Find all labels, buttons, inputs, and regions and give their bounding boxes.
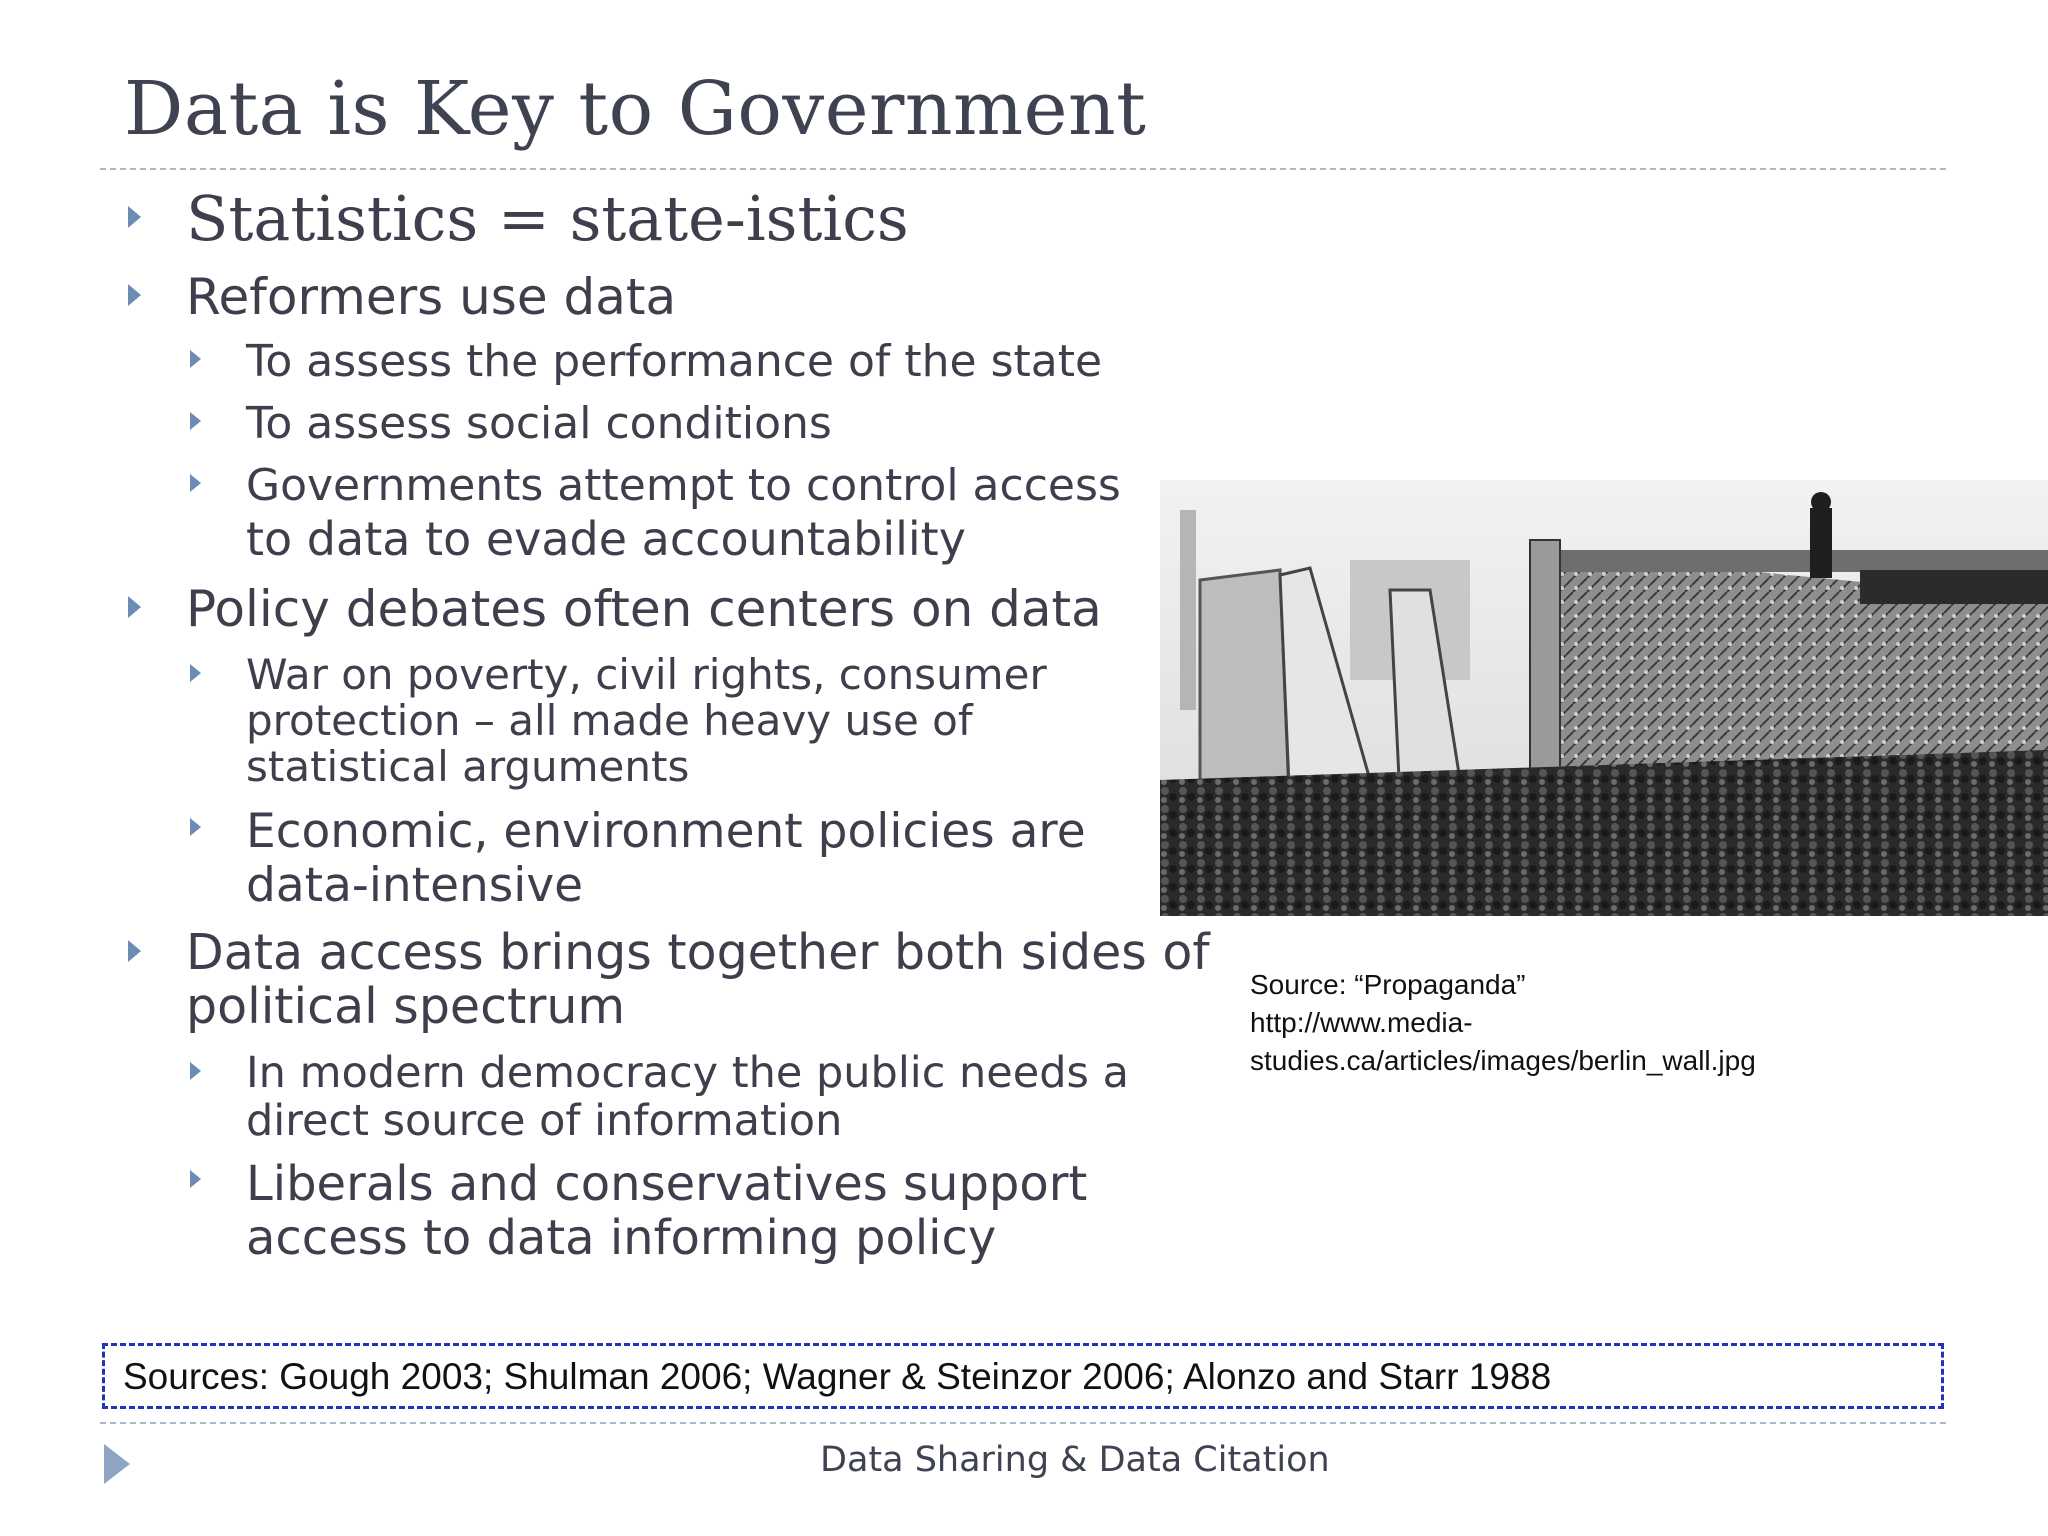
sources-box — [102, 1343, 1944, 1409]
berlin-wall-photo — [1160, 480, 2048, 916]
photo-source-caption — [1250, 966, 1756, 1080]
sub-bullet-line: protection – all made heavy use of — [246, 696, 973, 745]
title-divider — [100, 168, 1946, 170]
bullet-arrow-icon — [128, 284, 141, 306]
bullet-line: Data access brings together both sides of — [186, 924, 1210, 981]
bullet-arrow-icon — [190, 1062, 201, 1080]
footer-triangle-icon — [104, 1444, 130, 1484]
bullet-arrow-icon — [128, 596, 141, 618]
bullet-arrow-icon — [190, 664, 201, 682]
bullet-text: Statistics = state-istics — [186, 182, 909, 255]
bullet-arrow-icon — [128, 206, 141, 228]
slide-title: Data is Key to Government — [124, 66, 1147, 152]
sub-bullet-line: Governments attempt to control access — [246, 460, 1121, 511]
bullet-arrow-icon — [190, 350, 201, 368]
bullet-arrow-icon — [190, 818, 201, 836]
berlin-wall-photo-illustration — [1160, 480, 2048, 916]
footer-divider — [100, 1422, 1946, 1424]
sub-bullet-line: War on poverty, civil rights, consumer — [246, 650, 1047, 699]
photo-source-line: studies.ca/articles/images/berlin_wall.jpg — [1250, 1045, 1756, 1076]
sub-bullet-line: In modern democracy the public needs a — [246, 1048, 1129, 1098]
photo-source-line: Source: “Propaganda” — [1250, 969, 1526, 1000]
sub-bullet-line: Liberals and conservatives support — [246, 1156, 1088, 1212]
bullet-arrow-icon — [190, 412, 201, 430]
sub-bullet-line: access to data informing policy — [246, 1210, 997, 1266]
sub-bullet-line: to data to evade accountability — [246, 512, 966, 566]
bullet-arrow-icon — [190, 474, 201, 492]
sub-bullet-text: To assess social conditions — [246, 398, 832, 449]
bullet-arrow-icon — [128, 940, 141, 962]
sub-bullet-line: Economic, environment policies are — [246, 804, 1086, 859]
bullet-text: Policy debates often centers on data — [186, 580, 1102, 638]
bullet-text: Reformers use data — [186, 268, 677, 326]
bullet-arrow-icon — [190, 1170, 201, 1188]
footer-title: Data Sharing & Data Citation — [820, 1440, 1330, 1480]
bullet-line: political spectrum — [186, 978, 626, 1035]
sub-bullet-line: data-intensive — [246, 858, 584, 913]
sub-bullet-line: statistical arguments — [246, 742, 690, 791]
sub-bullet-text: To assess the performance of the state — [246, 336, 1103, 387]
sources-text: Sources: Gough 2003; Shulman 2006; Wagner & Steinzor 2006; Alonzo and Starr 1988 — [123, 1356, 1552, 1397]
sub-bullet-line: direct source of information — [246, 1096, 843, 1146]
photo-source-line: http://www.media- — [1250, 1007, 1473, 1038]
